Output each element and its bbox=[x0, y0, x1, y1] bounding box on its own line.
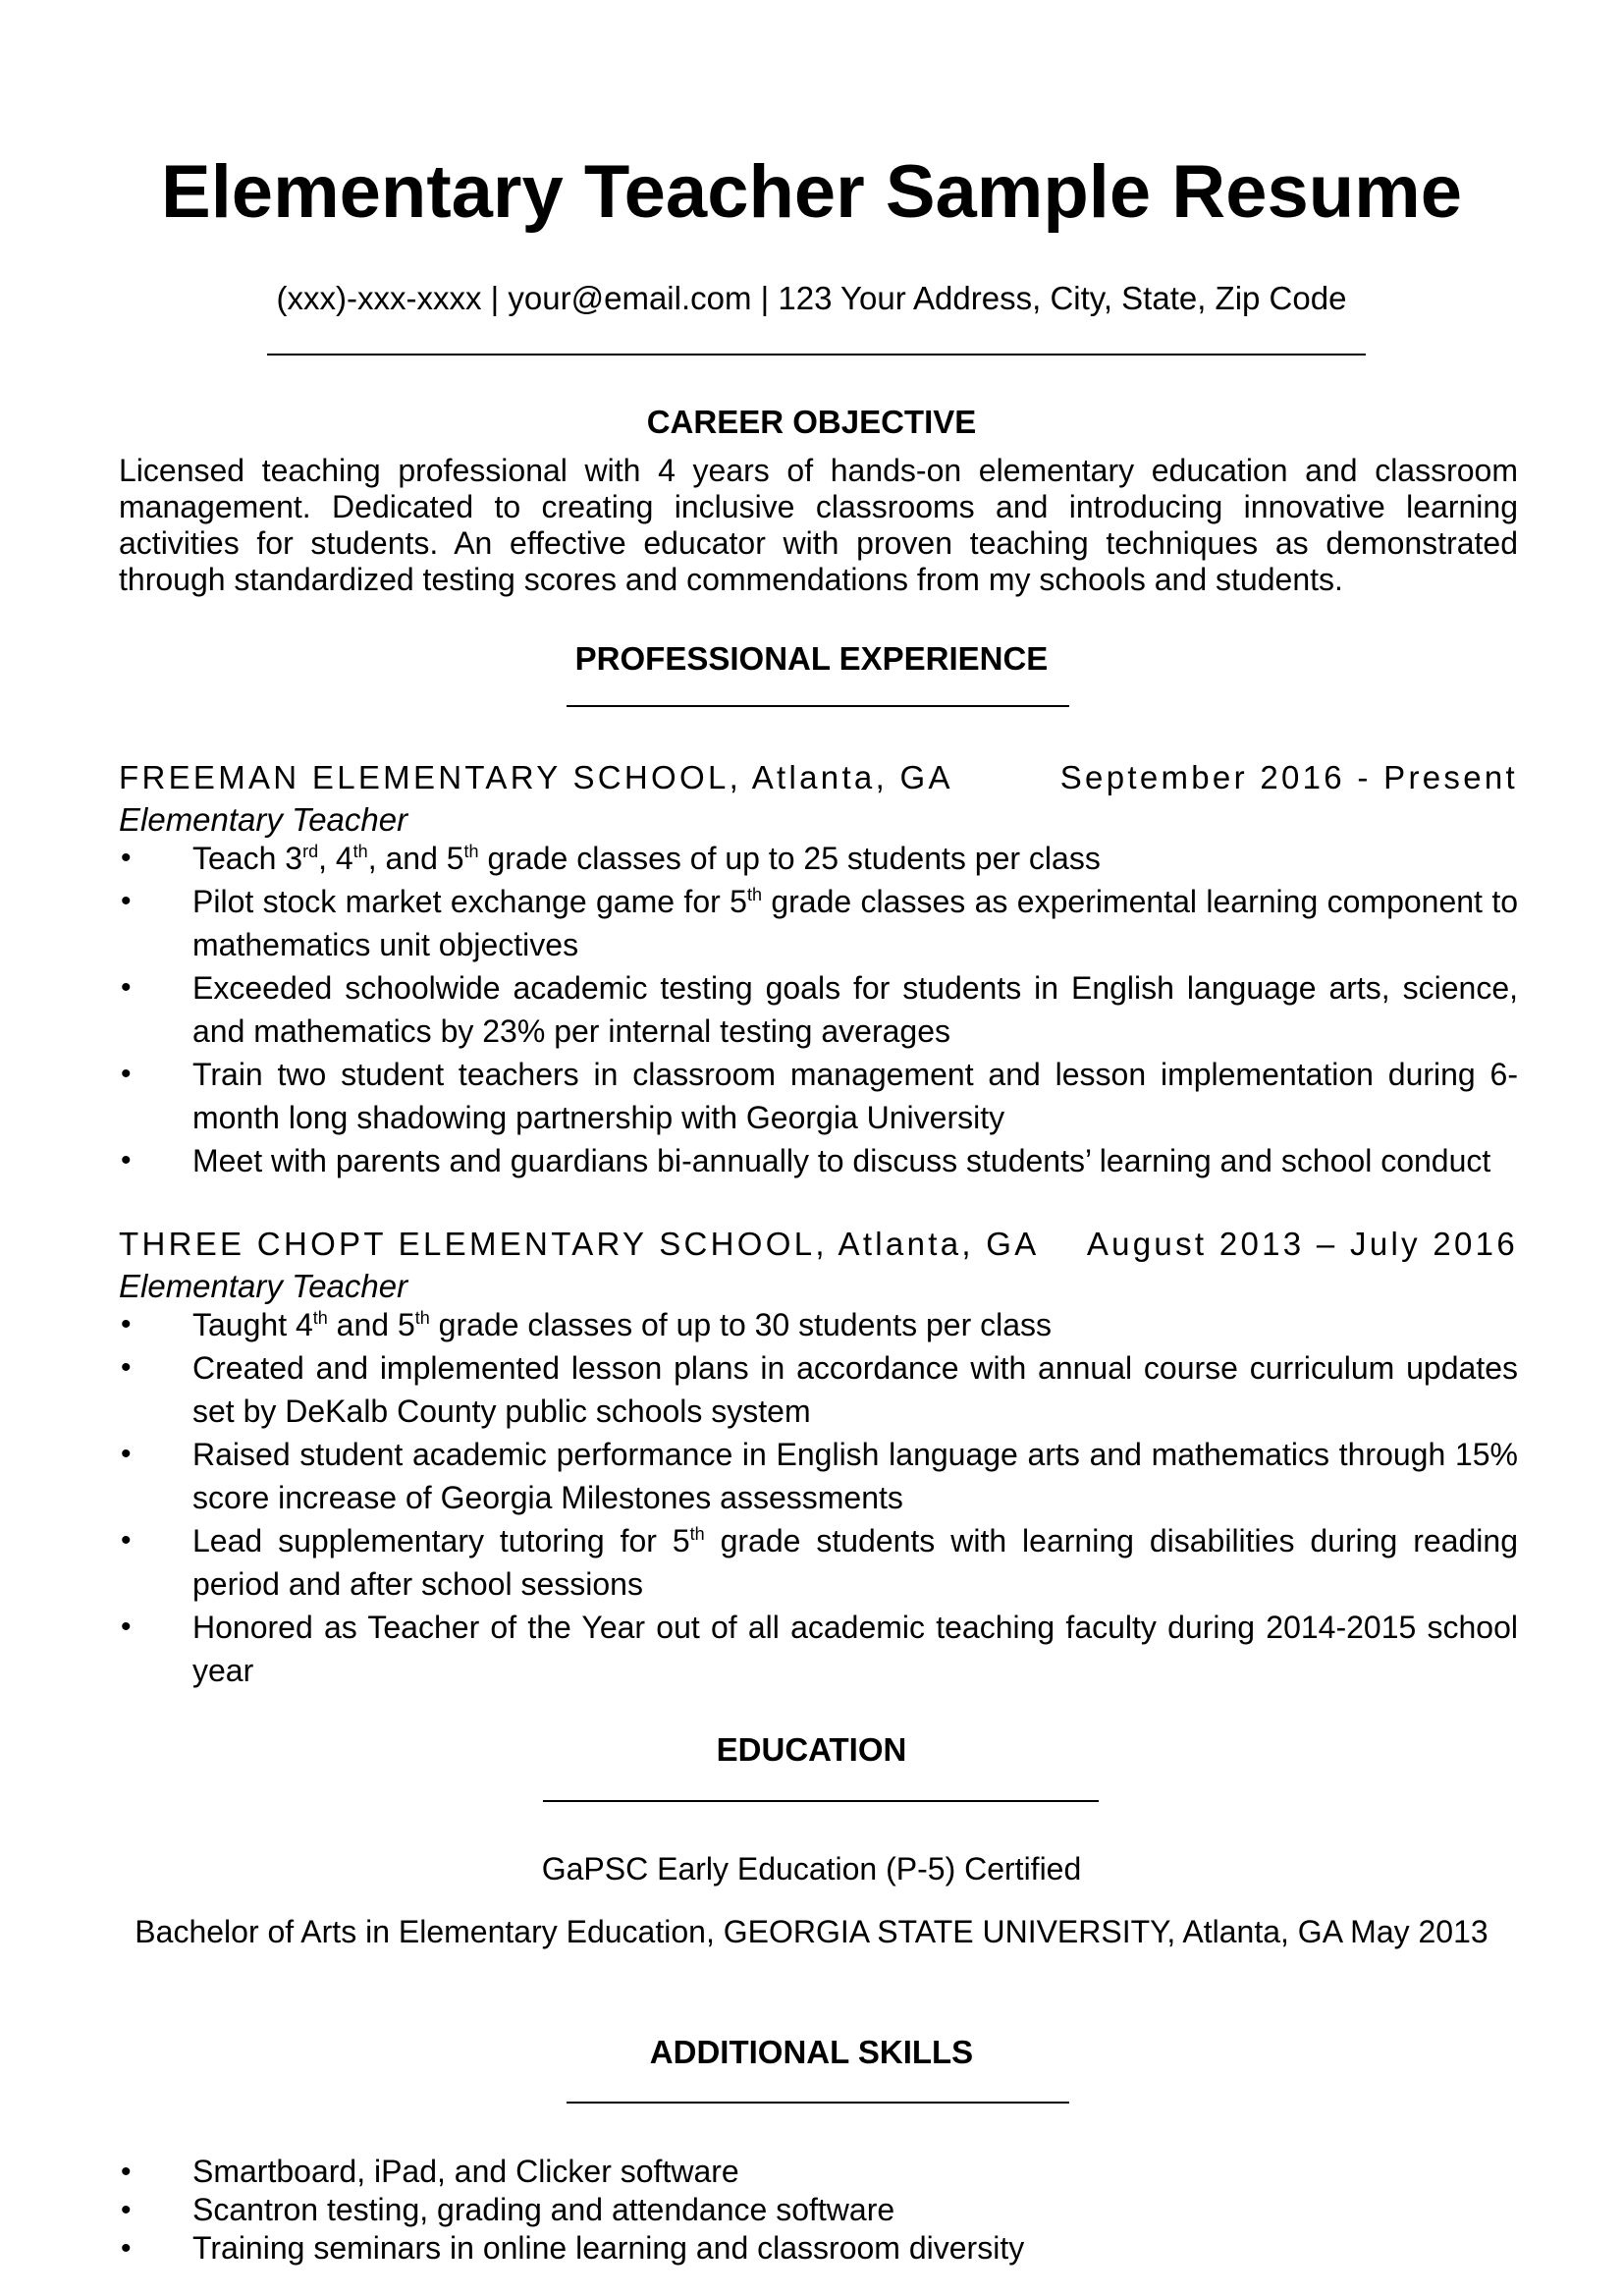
skills-heading: ADDITIONAL SKILLS bbox=[649, 2034, 974, 2070]
bullet-icon: • bbox=[121, 1611, 132, 1643]
bullet-icon: • bbox=[121, 885, 132, 917]
bullet-icon: • bbox=[121, 2194, 132, 2226]
job-employer: THREE CHOPT ELEMENTARY SCHOOL, Atlanta, GA bbox=[119, 1226, 1040, 1262]
header-divider bbox=[267, 354, 1366, 355]
objective-heading: CAREER OBJECTIVE bbox=[646, 404, 977, 440]
bullet-icon: • bbox=[121, 1524, 132, 1557]
job-bullets bbox=[119, 1303, 1518, 1692]
job-bullet: • Train two student teachers in classroom management and lesson implementation during 6-month long shadowing partnership with Georgia University bbox=[119, 1053, 1518, 1139]
job-bullet: • Teach 3rd, 4th, and 5th grade classes of up to 25 students per class bbox=[119, 837, 1518, 880]
education-certification: GaPSC Early Education (P-5) Certified bbox=[541, 1851, 1082, 1886]
job-bullet: • Created and implemented lesson plans in accordance with annual course curriculum updates set by DeKalb County public schools system bbox=[119, 1346, 1518, 1433]
job-bullet: • Honored as Teacher of the Year out of all academic teaching faculty during 2014-2015 school year bbox=[119, 1606, 1518, 1692]
job-dates: August 2013 – July 2016 bbox=[1086, 1226, 1518, 1262]
job-bullet: • Raised student academic performance in English language arts and mathematics through 15% score increase of Georgia Milestones assessments bbox=[119, 1433, 1518, 1519]
job-bullet: • Taught 4th and 5th grade classes of up to 30 students per class bbox=[119, 1303, 1518, 1346]
contact-line: (xxx)-xxx-xxxx | your@email.com | 123 Your Address, City, State, Zip Code bbox=[276, 280, 1347, 316]
bullet-icon: • bbox=[121, 2232, 132, 2265]
job-bullet: • Meet with parents and guardians bi-annually to discuss students’ learning and school conduct bbox=[119, 1139, 1518, 1182]
job-dates: September 2016 - Present bbox=[1059, 759, 1518, 795]
bullet-icon: • bbox=[121, 1058, 132, 1090]
bullet-icon: • bbox=[121, 1144, 132, 1176]
job-title: Elementary Teacher bbox=[119, 1268, 408, 1304]
skills-list bbox=[119, 2153, 1518, 2268]
job-header bbox=[119, 761, 1518, 793]
bullet-icon: • bbox=[121, 1438, 132, 1470]
experience-divider bbox=[567, 705, 1069, 707]
bullet-icon: • bbox=[121, 842, 132, 874]
experience-heading: PROFESSIONAL EXPERIENCE bbox=[574, 640, 1049, 677]
bullet-icon: • bbox=[121, 1351, 132, 1384]
education-heading: EDUCATION bbox=[716, 1731, 907, 1768]
job-employer: FREEMAN ELEMENTARY SCHOOL, Atlanta, GA bbox=[119, 759, 953, 795]
job-title: Elementary Teacher bbox=[119, 801, 408, 838]
skill-item: • Scantron testing, grading and attendance software bbox=[121, 2192, 895, 2227]
job-header bbox=[119, 1228, 1518, 1260]
bullet-icon: • bbox=[121, 1308, 132, 1340]
education-degree: Bachelor of Arts in Elementary Education, GEORGIA STATE UNIVERSITY, Atlanta, GA May 2013 bbox=[135, 1914, 1488, 1949]
job-bullets bbox=[119, 837, 1518, 1182]
bullet-icon: • bbox=[121, 2156, 132, 2188]
education-divider bbox=[543, 1800, 1099, 1802]
resume-title: Elementary Teacher Sample Resume bbox=[161, 150, 1462, 234]
skill-item: • Smartboard, iPad, and Clicker software bbox=[121, 2154, 739, 2189]
job-bullet: • Lead supplementary tutoring for 5th grade students with learning disabilities during reading period and after school sessions bbox=[119, 1519, 1518, 1606]
bullet-icon: • bbox=[121, 971, 132, 1004]
skill-item: • Training seminars in online learning and classroom diversity bbox=[121, 2230, 1025, 2266]
job-bullet: • Pilot stock market exchange game for 5th grade classes as experimental learning component to mathematics unit objectives bbox=[119, 880, 1518, 966]
skills-divider bbox=[567, 2102, 1069, 2104]
job-bullet: • Exceeded schoolwide academic testing goals for students in English language arts, science, and mathematics by 23% per internal testing averages bbox=[119, 966, 1518, 1053]
objective-text: Licensed teaching professional with 4 years of hands-on elementary education and classroom management. Dedicated to creating inclusive classrooms and introducing innovative learning activities for students. An effective educator with proven teaching techniques as demonstrated through standardized testing scores and commendations from my schools and students. bbox=[119, 453, 1518, 597]
